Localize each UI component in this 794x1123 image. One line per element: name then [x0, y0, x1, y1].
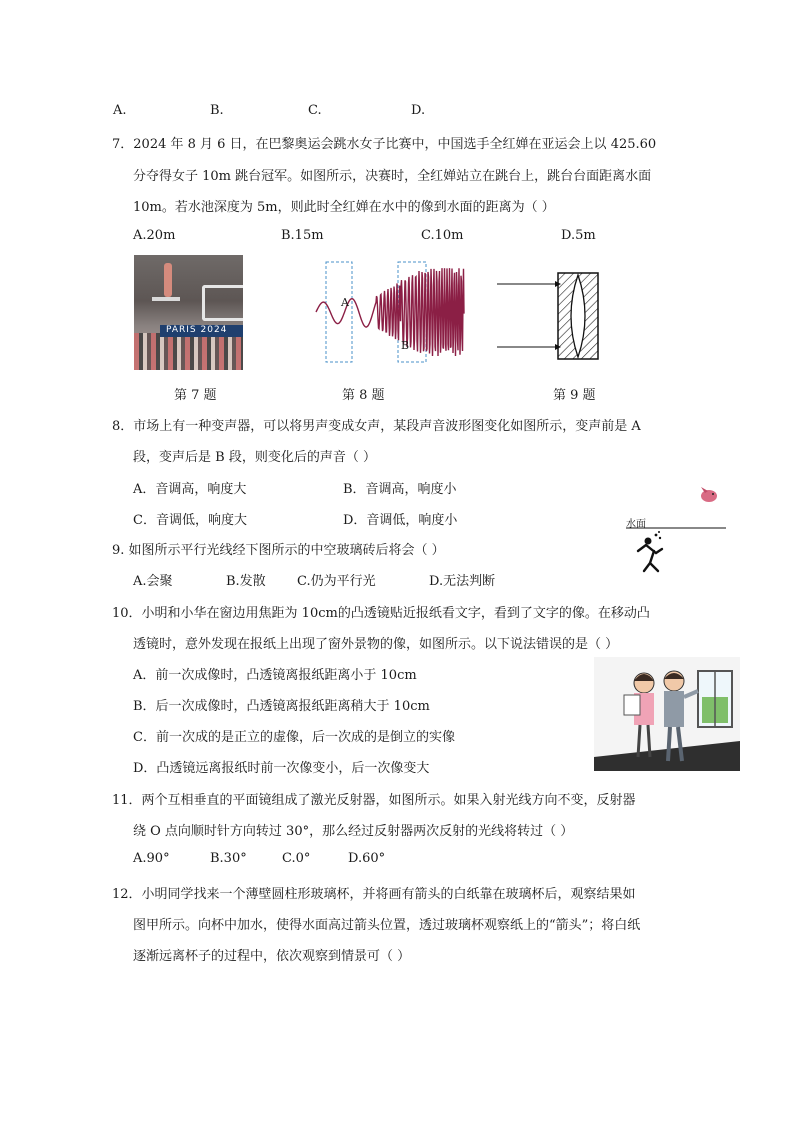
q7-option-d: D.5m — [561, 228, 596, 243]
q8-line2: 段，变声后是 B 段，则变化后的声音（ ） — [133, 450, 376, 465]
q10-option-d: D．凸透镜远离报纸时前一次像变小，后一次像变大 — [133, 761, 430, 776]
q7-line2: 分夺得女子 10m 跳台冠军。如图所示，决赛时，全红婵站立在跳台上，跳台台面距离水面 — [133, 169, 652, 184]
diving-photo — [134, 255, 243, 370]
diving-rail — [202, 285, 243, 321]
q10-line1: 10．小明和小华在窗边用焦距为 10cm的凸透镜贴近报纸看文字，看到了文字的像。在移动凸 — [112, 606, 650, 621]
diving-platform — [152, 297, 180, 301]
q9-option-d: D.无法判断 — [429, 574, 496, 589]
bird-eye — [712, 493, 714, 495]
child-boy-body — [664, 691, 684, 727]
q8-option-a: A．音调高，响度大 — [133, 482, 247, 497]
q10-option-a: A．前一次成像时，凸透镜离报纸距离小于 10cm — [133, 668, 417, 683]
water-label: 水面 — [626, 519, 646, 530]
option-b: B. — [210, 103, 224, 118]
q9-line1: 9. 如图所示平行光线经下图所示的中空玻璃砖后将会（ ） — [112, 543, 445, 558]
q12-line3: 逐渐远离杯子的过程中，依次观察到情景可（ ） — [133, 949, 411, 964]
photo-banner-text: PARIS 2024 — [166, 325, 228, 335]
swimmer-head — [645, 538, 652, 545]
wave-label-a: A — [341, 296, 349, 309]
q7-line1: 7．2024 年 8 月 6 日，在巴黎奥运会跳水女子比赛中，中国选手全红婵在亚运会上以 425.60 — [112, 137, 657, 152]
bird-illustration — [697, 485, 721, 505]
option-a: A. — [113, 103, 127, 118]
caption-fig7: 第 7 题 — [174, 388, 217, 403]
bird-body — [701, 490, 717, 502]
q12-line1: 12．小明同学找来一个薄壁圆柱形玻璃杯，并将画有箭头的白纸靠在玻璃杯后，观察结果如 — [112, 887, 636, 902]
bubble-1 — [655, 534, 658, 537]
waveform-figure — [316, 262, 466, 366]
bubble-3 — [658, 531, 660, 533]
q11-line2: 绕 O 点向顺时针方向转过 30°，那么经过反射器两次反射的光线将转过（ ） — [133, 824, 574, 839]
bubble-2 — [659, 537, 661, 539]
q9-option-a: A.会聚 — [133, 574, 173, 589]
caption-fig9: 第 9 题 — [553, 388, 596, 403]
q11-option-a: A.90° — [133, 851, 170, 866]
q11-option-d: D.60° — [348, 851, 386, 866]
q11-option-c: C.0° — [282, 851, 311, 866]
q8-option-d: D．音调低，响度小 — [343, 513, 458, 528]
q10-option-c: C．前一次成的是正立的虚像，后一次成的是倒立的实像 — [133, 730, 455, 745]
glass-block-figure — [497, 273, 607, 363]
q8-line1: 8．市场上有一种变声器，可以将男声变成女声，某段声音波形图变化如图所示，变声前是 A — [112, 419, 641, 434]
option-c: C. — [308, 103, 322, 118]
q11-option-b: B.30° — [210, 851, 247, 866]
q7-option-c: C.10m — [421, 228, 464, 243]
q7-option-a: A.20m — [133, 228, 176, 243]
q11-line1: 11．两个互相垂直的平面镜组成了激光反射器，如图所示。如果入射光线方向不变，反射器 — [112, 793, 636, 808]
q9-option-c: C.仍为平行光 — [297, 574, 376, 589]
q8-option-b: B．音调高，响度小 — [343, 482, 457, 497]
diver-figure — [164, 263, 172, 297]
q10-line2: 透镜时，意外发现在报纸上出现了窗外景物的像，如图所示。以下说法错误的是（ ） — [133, 637, 619, 652]
photo-crowd — [134, 333, 243, 370]
q9-option-b: B.发散 — [226, 574, 266, 589]
water-mirror-figure — [626, 527, 728, 579]
q10-option-b: B．后一次成像时，凸透镜离报纸距离稍大于 10cm — [133, 699, 430, 714]
wave-path — [316, 268, 464, 356]
option-d: D. — [411, 103, 426, 118]
q7-option-b: B.15m — [281, 228, 324, 243]
newspaper — [624, 695, 640, 715]
swimmer-body — [638, 545, 662, 571]
caption-fig8: 第 8 题 — [342, 388, 385, 403]
window-illustration — [594, 657, 740, 771]
q12-line2: 图甲所示。向杯中加水，使得水面高过箭头位置，透过玻璃杯观察纸上的“箭头”；将白纸 — [133, 918, 641, 933]
q7-line3: 10m。若水池深度为 5m，则此时全红婵在水中的像到水面的距离为（ ） — [133, 200, 555, 215]
q8-option-c: C．音调低，响度大 — [133, 513, 247, 528]
wave-label-b: B — [401, 339, 410, 352]
